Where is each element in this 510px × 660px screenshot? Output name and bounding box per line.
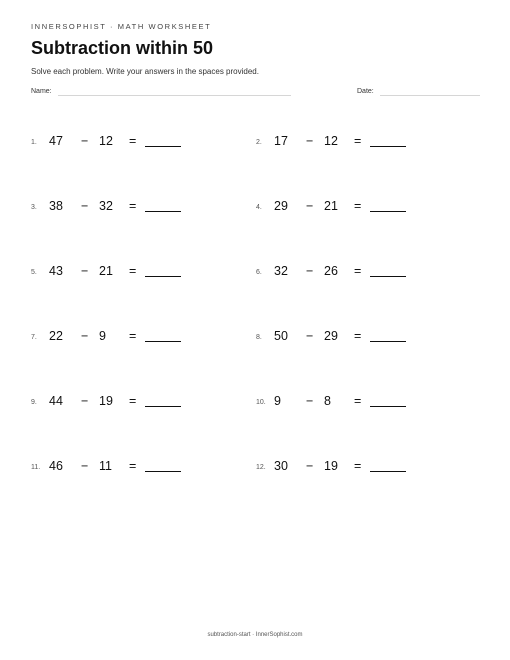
subtrahend: 21 — [324, 199, 338, 213]
equals-sign: = — [354, 459, 362, 473]
problem-item — [256, 264, 436, 280]
problem-item — [256, 394, 436, 410]
equals-sign: = — [129, 329, 137, 343]
answer-blank[interactable] — [145, 471, 181, 472]
equals-sign: = — [354, 394, 362, 408]
minus-sign: − — [81, 134, 89, 148]
problem-number: 6. — [256, 269, 262, 276]
worksheet-title: Subtraction within 50 — [31, 38, 214, 58]
answer-blank[interactable] — [370, 211, 406, 212]
problem-number: 4. — [256, 204, 262, 211]
equals-sign: = — [354, 264, 362, 278]
minus-sign: − — [81, 199, 89, 213]
problem-item — [31, 199, 211, 215]
answer-blank[interactable] — [370, 146, 406, 147]
subtrahend: 12 — [324, 134, 338, 148]
equals-sign: = — [129, 264, 137, 278]
instructions: Solve each problem. Write your answers in the spaces provided. — [31, 67, 259, 76]
equals-sign: = — [129, 134, 137, 148]
minus-sign: − — [306, 134, 314, 148]
problem-number: 8. — [256, 334, 262, 341]
equals-sign: = — [354, 134, 362, 148]
problem-number: 10. — [256, 399, 266, 406]
subtrahend: 26 — [324, 264, 338, 278]
problem-item — [31, 459, 211, 475]
minus-sign: − — [81, 264, 89, 278]
answer-blank[interactable] — [370, 341, 406, 342]
subtrahend: 29 — [324, 329, 338, 343]
minuend: 29 — [274, 199, 288, 213]
problem-number: 5. — [31, 269, 37, 276]
minus-sign: − — [81, 459, 89, 473]
problem-item — [31, 329, 211, 345]
footer: subtraction-start · InnerSophist.com — [207, 632, 303, 638]
problem-number: 11. — [31, 464, 41, 471]
minuend: 46 — [49, 459, 63, 473]
problem-item — [256, 199, 436, 215]
minuend: 9 — [274, 394, 281, 408]
answer-blank[interactable] — [145, 341, 181, 342]
minus-sign: − — [306, 329, 314, 343]
minuend: 17 — [274, 134, 288, 148]
subtrahend: 11 — [99, 459, 112, 473]
minuend: 38 — [49, 199, 63, 213]
problem-number: 9. — [31, 399, 37, 406]
equals-sign: = — [129, 199, 137, 213]
problem-item — [31, 134, 211, 150]
minus-sign: − — [81, 394, 89, 408]
subtrahend: 21 — [99, 264, 113, 278]
minuend: 22 — [49, 329, 63, 343]
problem-number: 2. — [256, 139, 262, 146]
problem-number: 1. — [31, 139, 37, 146]
problem-item — [31, 394, 211, 410]
answer-blank[interactable] — [370, 276, 406, 277]
subtrahend: 32 — [99, 199, 113, 213]
answer-blank[interactable] — [145, 406, 181, 407]
name-field[interactable] — [58, 95, 291, 96]
answer-blank[interactable] — [370, 406, 406, 407]
subtrahend: 12 — [99, 134, 113, 148]
minuend: 43 — [49, 264, 63, 278]
minus-sign: − — [306, 394, 314, 408]
minuend: 30 — [274, 459, 288, 473]
name-label: Name: — [31, 88, 52, 95]
subtrahend: 19 — [324, 459, 338, 473]
minus-sign: − — [306, 199, 314, 213]
equals-sign: = — [129, 394, 137, 408]
minus-sign: − — [306, 264, 314, 278]
equals-sign: = — [129, 459, 137, 473]
problem-item — [256, 134, 436, 150]
subtrahend: 19 — [99, 394, 113, 408]
answer-blank[interactable] — [145, 276, 181, 277]
problem-item — [256, 329, 436, 345]
minuend: 44 — [49, 394, 63, 408]
problem-number: 3. — [31, 204, 37, 211]
brand-label: INNERSOPHIST · MATH WORKSHEET — [31, 22, 212, 31]
minuend: 47 — [49, 134, 63, 148]
minuend: 32 — [274, 264, 288, 278]
subtrahend: 8 — [324, 394, 331, 408]
subtrahend: 9 — [99, 329, 106, 343]
problem-number: 7. — [31, 334, 37, 341]
minus-sign: − — [81, 329, 89, 343]
problem-item — [256, 459, 436, 475]
problem-item — [31, 264, 211, 280]
equals-sign: = — [354, 199, 362, 213]
answer-blank[interactable] — [370, 471, 406, 472]
answer-blank[interactable] — [145, 146, 181, 147]
minuend: 50 — [274, 329, 288, 343]
problem-number: 12. — [256, 464, 266, 471]
date-label: Date: — [357, 88, 374, 95]
answer-blank[interactable] — [145, 211, 181, 212]
minus-sign: − — [306, 459, 314, 473]
date-field[interactable] — [380, 95, 480, 96]
equals-sign: = — [354, 329, 362, 343]
